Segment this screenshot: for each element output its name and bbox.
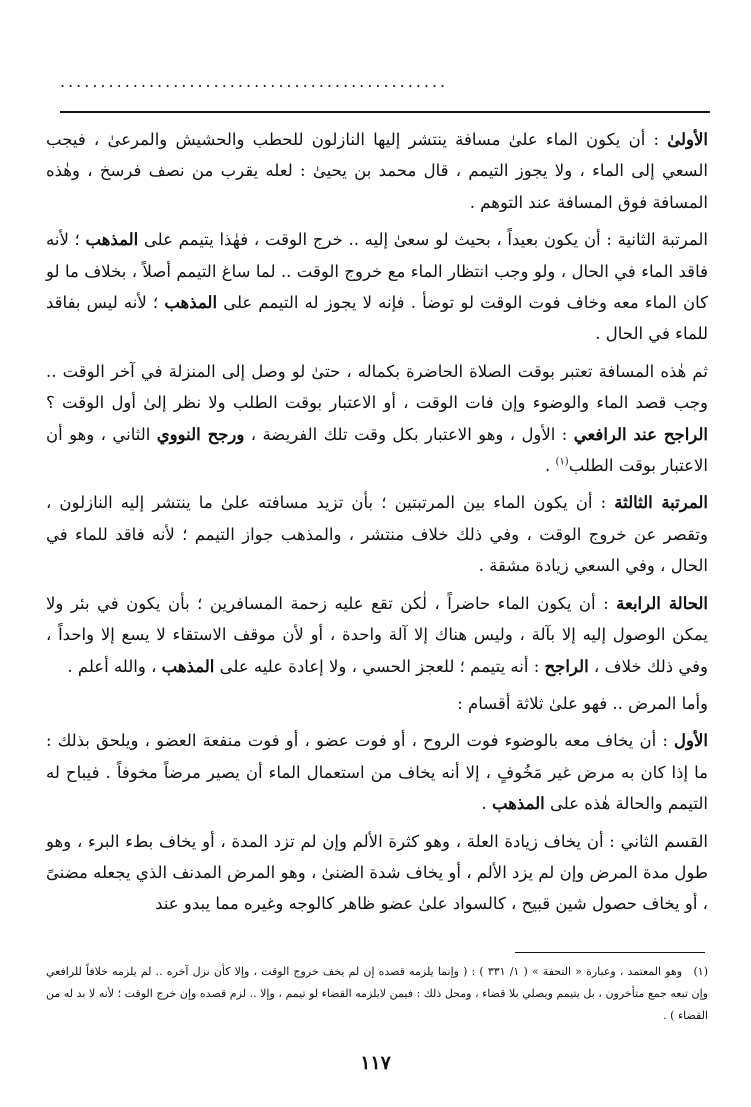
paragraph-3: [46, 356, 708, 482]
paragraph-2-text-a: المرتبة الثانية : أن يكون بعيداً ، بحيث لو سعىٰ إليه .. خرج الوقت ، فهٰذا يتيمم على: [138, 230, 708, 250]
paragraph-7: [46, 725, 708, 819]
paragraph-7-term-b: المذهب: [492, 794, 545, 814]
paragraph-3-text-b: : الأول ، وهو الاعتبار بكل وقت تلك الفريضة ،: [244, 424, 574, 444]
paragraph-2: [46, 224, 708, 350]
paragraph-3-text-c: الثاني ، وهو أن الاعتبار بوقت الطلب: [46, 424, 708, 476]
footnote-number: (١): [693, 965, 709, 978]
paragraph-5-term-b: الراجح: [544, 656, 589, 676]
page-body: [46, 124, 708, 926]
paragraph-5-text-c: ، والله أعلم .: [67, 656, 162, 676]
paragraph-4-heading: المرتبة الثالثة: [614, 493, 708, 513]
paragraph-5-heading: الحالة الرابعة: [616, 593, 708, 613]
paragraph-4-text: : أن يكون الماء بين المرتبتين ؛ بأن تزيد مسافته علىٰ ما ينتشر إليه النازلون ، وتقصر عن خروج الوقت ، وفي ذلك خلاف منتشر ، والمذهب جواز التيمم ؛ لأنه فاقد للماء في الحال ، وفي السعي زيادة مشقة .: [46, 493, 708, 576]
paragraph-5-text-a: : أن يكون الماء حاضراً ، لٰكن تقع عليه زحمة المسافرين ؛ بأن يكون في بئر ولا يمكن الوصول إليه إلا بآلة ، وليس هناك إلا آلة واحدة ، أو لأن موقف الاستقاء لا يسع إلا واحداً ، وفي ذلك خلاف ،: [46, 593, 708, 676]
paragraph-6: [46, 688, 708, 719]
footnote-separator: [515, 952, 705, 953]
paragraph-1: [46, 124, 708, 218]
footnote: [46, 961, 708, 1027]
paragraph-7-heading: الأول: [674, 731, 708, 751]
paragraph-5-term-c: المذهب: [161, 656, 215, 676]
paragraph-7-text-a: : أن يخاف معه بالوضوء فوت الروح ، أو فوت عضو ، أو فوت منفعة العضو ، ويلحق بذلك : ما إذا كان به مرض غير مَخُوفٍ ، إلا أنه يخاف من استعمال الماء أن يصير مرضاً مخوفاً . فيباح له التيمم والحالة هٰذه على: [46, 731, 708, 814]
paragraph-4: [46, 487, 708, 581]
paragraph-2-text-b: ؛ لأنه فاقد الماء في الحال ، ولو وجب انتظار الماء مع خروج الوقت .. لما ساغ التيمم أصلاً ، بخلاف ما لو كان الماء معه وخاف فوت الوقت لو توضأ . فإنه لا يجوز له التيمم على: [46, 230, 708, 313]
paragraph-5: [46, 588, 708, 682]
paragraph-8: [46, 826, 708, 920]
paragraph-8-text: القسم الثاني : أن يخاف زيادة العلة ، وهو كثرة الألم وإن لم تزد المدة ، أو يخاف بطء البرء ، وهو طول مدة المرض وإن لم يزد الألم ، أو يخاف شدة الضنىٰ ، وهو المرض المدنف الذي يجعله مضنىً ، أو يخاف حصول شين قبيح ، كالسواد علىٰ عضو ظاهر كالوجه وغيره مما يبدو عند: [46, 831, 708, 914]
header-rule: [60, 111, 710, 113]
footnote-text: وهو المعتمد ، وعبارة « التحفة » ( ١/ ٣٣١ ) : ( وإنما يلزمه قصده إن لم يخف خروج الوقت ، وإلا كأن نزل آخره .. لم يلزمه خلافاً للرافعي وإن تبعه جمع متأخرون ، بل يتيمم ويصلي بلا قضاء ، ومحل ذلك : فيمن لايلزمه القضاء لو تيمم ، وإلا .. لزم قصده وإن خرج الوقت ؛ لأنه لا بد له من القضاء ) .: [46, 965, 708, 1022]
paragraph-3-text-d: .: [545, 456, 556, 476]
footnote-reference[interactable]: (١): [555, 456, 569, 468]
paragraph-7-text-b: .: [481, 794, 492, 814]
paragraph-6-text: وأما المرض .. فهو علىٰ ثلاثة أقسام :: [457, 693, 708, 713]
page-number: ١١٧: [360, 1052, 391, 1074]
paragraph-2-term-c: المذهب: [164, 293, 218, 313]
paragraph-3-term-c: ورجح النووي: [156, 424, 245, 444]
paragraph-5-text-b: : أنه يتيمم ؛ للعجز الحسي ، ولا إعادة عليه على: [214, 656, 545, 676]
header-dotted-line: ................................................: [60, 72, 449, 91]
paragraph-2-term-b: المذهب: [85, 230, 139, 250]
paragraph-1-heading: الأولىٰ: [667, 130, 708, 149]
paragraph-3-term-b: الراجح عند الرافعي: [573, 424, 709, 444]
paragraph-1-text: : أن يكون الماء علىٰ مسافة ينتشر إليها النازلون للحطب والحشيش والمرعىٰ ، فيجب السعي إلى الماء ، ولا يجوز التيمم ، قال محمد بن يحيىٰ : لعله يقرب من نصف فرسخ ، وهٰذه المسافة فوق المسافة عند التوهم .: [46, 130, 708, 212]
paragraph-2-text-c: ؛ لأنه ليس بفاقد للماء في الحال .: [46, 293, 708, 344]
paragraph-3-text-a: ثم هٰذه المسافة تعتبر بوقت الصلاة الحاضرة بكماله ، حتىٰ لو وصل إلى المنزلة في آخر الوقت .. وجب قصد الماء والوضوء وإن فات الوقت ، أو الاعتبار بوقت الطلب ولا نظر إلىٰ أول الوقت ؟: [46, 361, 708, 413]
